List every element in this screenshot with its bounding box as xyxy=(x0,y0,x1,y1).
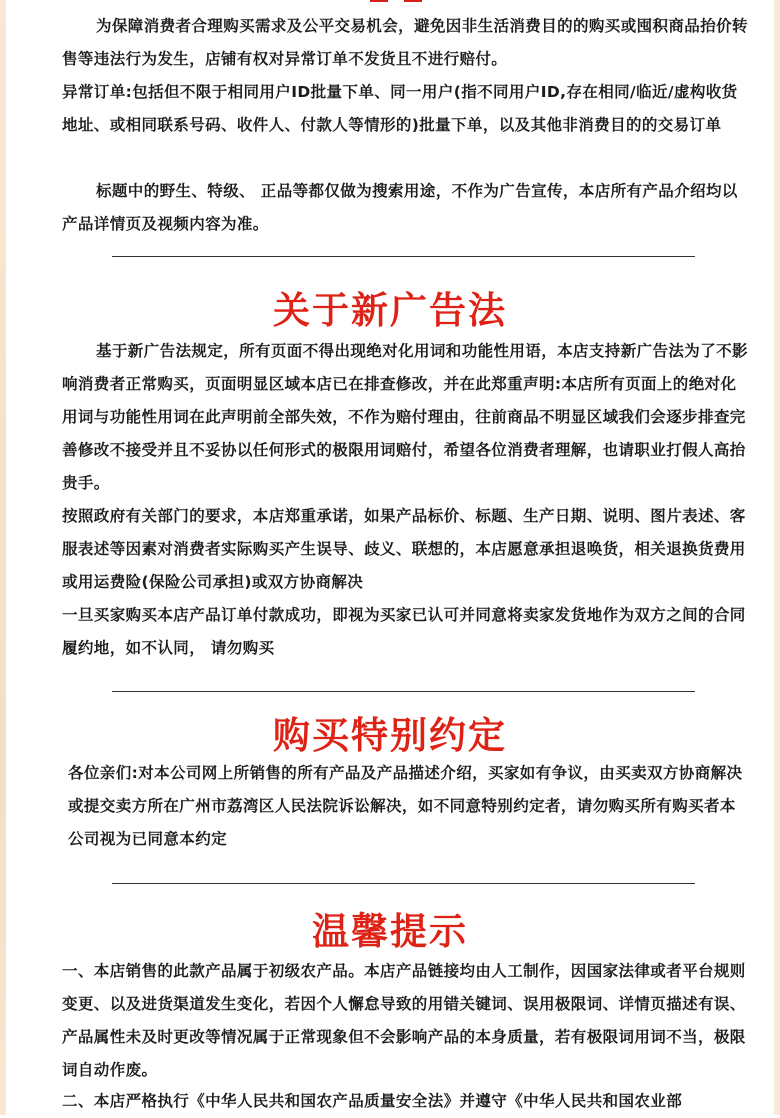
notice-paragraph: 一、本店销售的此款产品属于初级农产品。本店产品链接均由人工制作，因国家法律或者平台规则变更、以及进货渠道发生变化，若因个人懈怠导致的用错关键词、误用极限词、详情页描述有误、产品属性未及时更改等情况属于正常现象但不会影响产品的本身质量，若有极限词用词不当，极限词自动作废。 xyxy=(62,962,746,1079)
notice-paragraph: 二、本店严格执行《中华人民共和国农产品质量安全法》并遵守《中华人民共和国农业部 xyxy=(62,1092,683,1110)
notice-paragraph: 基于新广告法规定，所有页面不得出现绝对化用词和功能性用语，本店支持新广告法为了不影响消费者正常购买，页面明显区域本店已在排查修改，并在此郑重声明:本店所有页面上的绝对化用词与功能性用词在此声明前全部失效，不作为赔付理由，往前商品不明显区域我们会逐步排查完善修改不接受并且不妥协以任何形式的极限用词赔付，希望各位消费者理解，也请职业打假人高抬贵手。 xyxy=(62,342,748,492)
notice-paragraph: 各位亲们:对本公司网上所销售的所有产品及产品描述介绍，买家如有争议，由买卖双方协商解决或提交卖方所在广州市荔湾区人民法院诉讼解决，如不同意特别约定者，请勿购买所有购买者本公司视为已同意本约定 xyxy=(68,764,743,848)
notice-paragraph: 为保障消费者合理购买需求及公平交易机会，避免因非生活消费目的的购买或囤积商品抬价转售等违法行为发生，店铺有权对异常订单不发货且不进行赔付。 xyxy=(62,17,748,68)
section-divider xyxy=(112,691,695,692)
notice-paragraph: 一旦买家购买本店产品订单付款成功，即视为买家已认可并同意将卖家发货地作为双方之间的合同履约地，如不认同， 请勿购买 xyxy=(62,606,746,657)
section-title: 温馨提示 xyxy=(312,910,468,953)
cropped-heading-fragment xyxy=(360,0,440,2)
section-title: 关于新广告法 xyxy=(273,289,507,332)
notice-paragraph: 异常订单:包括但不限于相同用户ID批量下单、同一用户(指不同用户ID,存在相同/临近/虚构收货地址、或相同联系号码、收件人、付款人等情形的)批量下单，以及其他非消费目的的交易订单 xyxy=(62,83,738,134)
notice-paragraph: 按照政府有关部门的要求，本店郑重承诺，如果产品标价、标题、生产日期、说明、图片表述、客服表述等因素对消费者实际购买产生误导、歧义、联想的，本店愿意承担退唤货，相关退换货费用或用运费险(保险公司承担)或双方协商解决 xyxy=(62,507,746,591)
section-title: 购买特别约定 xyxy=(273,714,507,757)
section-divider xyxy=(112,256,695,257)
notice-paragraph: 标题中的野生、特级、 正品等都仅做为搜索用途，不作为广告宣传，本店所有产品介绍均以产品详情页及视频内容为准。 xyxy=(62,182,738,233)
section-divider xyxy=(112,883,695,884)
